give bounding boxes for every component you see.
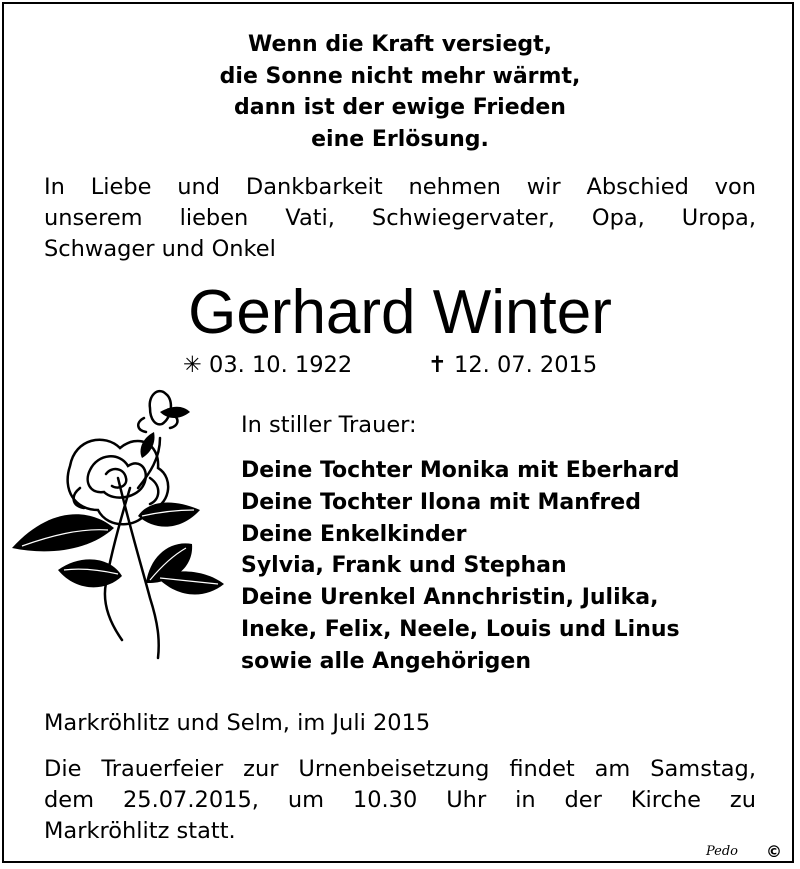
birth-date: 03. 10. 1922 [209, 352, 353, 378]
deceased-name: Gerhard Winter [188, 278, 612, 347]
ceremony-text [44, 754, 756, 847]
death-date: 12. 07. 2015 [454, 352, 598, 378]
poem-line: eine Erlösung. [311, 126, 489, 152]
mourner-line: sowie alle Angehörigen [241, 648, 532, 674]
birth-star-icon: ✳ [183, 352, 202, 378]
mourner-line: Deine Tochter Monika mit Eberhard [241, 458, 680, 483]
mourner-line: Ineke, Felix, Neele, Louis und Linus [241, 616, 680, 642]
intro-text [44, 172, 756, 265]
intro-line: unserem lieben Vati, Schwiegervater, Opa, Uropa, [44, 205, 756, 231]
death-cross-icon: ✝ [428, 352, 447, 378]
mourner-line: Deine Urenkel Annchristin, Julika, [241, 585, 659, 611]
mourner-line: Sylvia, Frank und Stephan [241, 553, 567, 579]
poem-line: Wenn die Kraft versiegt, [247, 32, 553, 57]
mourning-heading: In stiller Trauer: [241, 412, 417, 438]
place-date: Markröhlitz und Selm, im Juli 2015 [44, 710, 431, 736]
ceremony-line: Die Trauerfeier zur Urnenbeisetzung findet am Samstag, [44, 756, 756, 782]
ceremony-line: Markröhlitz statt. [44, 818, 236, 844]
rose-illustration [10, 378, 225, 660]
mourner-line: Deine Enkelkinder [241, 521, 467, 547]
poem-line: dann ist der ewige Frieden [234, 95, 566, 120]
mourners-list [241, 455, 680, 678]
mourner-line: Deine Tochter Ilona mit Manfred [241, 489, 641, 515]
death-date-line [428, 350, 597, 380]
poem [0, 29, 800, 155]
birth-date-line [183, 350, 352, 380]
poem-line: die Sonne nicht mehr wärmt, [219, 63, 581, 89]
intro-line: Schwager und Onkel [44, 236, 276, 262]
ceremony-line: dem 25.07.2015, um 10.30 Uhr in der Kirche zu [44, 787, 756, 813]
copyright-icon: © [766, 842, 782, 861]
intro-line: In Liebe und Dankbarkeit nehmen wir Abschied von [44, 174, 756, 200]
artist-credit: Pedo [706, 844, 739, 859]
